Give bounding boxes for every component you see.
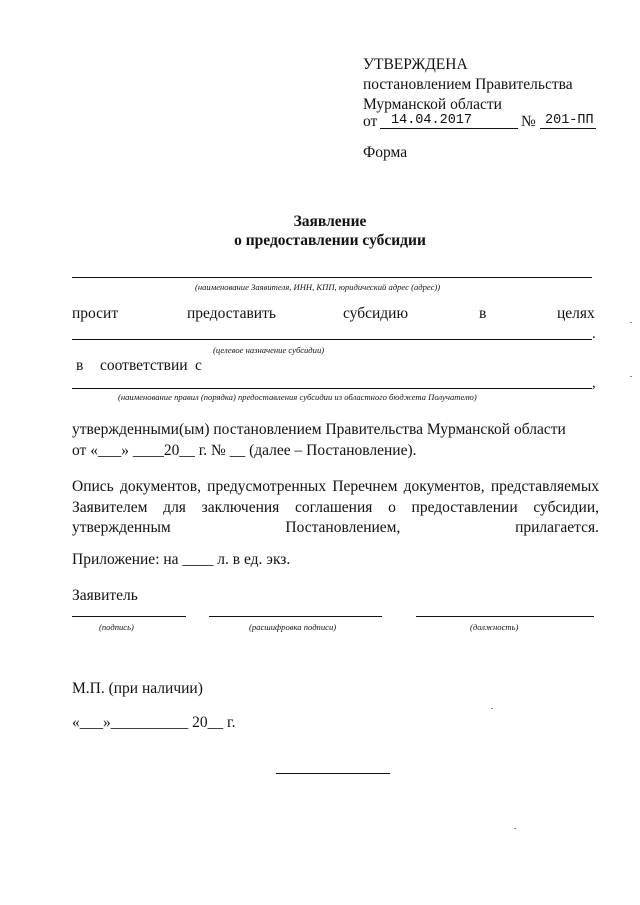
bottom-date: «___»__________ 20__ г.: [72, 714, 236, 731]
rules-caption: (наименование правил (порядка) предоставления субсидии из областного бюджета Получателю): [118, 392, 477, 402]
approval-date-underline: [380, 128, 518, 129]
scan-speck: [630, 322, 632, 323]
document-title: Заявление: [293, 213, 367, 230]
request-word-5: целях: [557, 305, 595, 322]
request-word-2: предоставить: [187, 305, 276, 322]
scan-speck: [514, 828, 516, 829]
rules-line-end: ,: [592, 375, 596, 391]
applicant-name-caption: (наименование Заявителя, ИНН, КПП, юридический адрес (адрес)): [195, 282, 441, 292]
stamp-label: М.П. (при наличии): [72, 680, 203, 697]
approval-number-underline: [540, 128, 596, 129]
scan-speck: [630, 376, 632, 377]
accordance-word-3: с: [195, 357, 202, 374]
approval-line-1: постановлением Правительства: [363, 76, 573, 93]
inventory-paragraph: Опись документов, предусмотренных Перечнем документов, представляемых Заявителем для заключения соглашения о предоставлении субсидии, утвержденным Постановлением, прилагается.: [72, 478, 599, 536]
request-word-3: субсидию: [343, 305, 409, 322]
signature-decoding-caption: (расшифровка подписи): [249, 622, 337, 632]
position-line: [416, 616, 594, 617]
position-caption: (должность): [470, 622, 519, 632]
document-subtitle: о предоставлении субсидии: [234, 232, 426, 249]
approval-date-prefix: от: [363, 113, 378, 130]
purpose-line-end: .: [592, 326, 596, 342]
purpose-caption: (целевое назначение субсидии): [213, 345, 325, 355]
signature-line: [72, 616, 186, 617]
attachment-line: Приложение: на ____ л. в ед. экз.: [72, 551, 291, 568]
approval-title: УТВЕРЖДЕНА: [363, 56, 468, 73]
approval-number: 201-ПП: [545, 113, 594, 128]
approval-line-2: Мурманской области: [363, 96, 502, 113]
accordance-word-1: в: [76, 357, 84, 374]
request-word-1: просит: [72, 305, 119, 322]
closing-rule: [276, 773, 390, 774]
scan-speck: [491, 708, 493, 709]
resolution-date-line: от «___» ____20__ г. № __ (далее – Постановление).: [72, 442, 417, 459]
signature-decoding-line: [209, 616, 382, 617]
approved-line: утвержденными(ым) постановлением Правительства Мурманской области: [72, 421, 566, 438]
approval-number-prefix: №: [521, 113, 536, 130]
form-label: Форма: [363, 144, 408, 161]
signature-caption: (подпись): [99, 622, 134, 632]
approval-date: 14.04.2017: [391, 113, 473, 128]
purpose-line: [72, 339, 592, 340]
request-word-4: в: [479, 305, 487, 322]
applicant-name-line: [72, 277, 592, 278]
accordance-word-2: соответствии: [100, 357, 188, 374]
rules-line: [72, 388, 592, 389]
applicant-label: Заявитель: [72, 587, 138, 604]
